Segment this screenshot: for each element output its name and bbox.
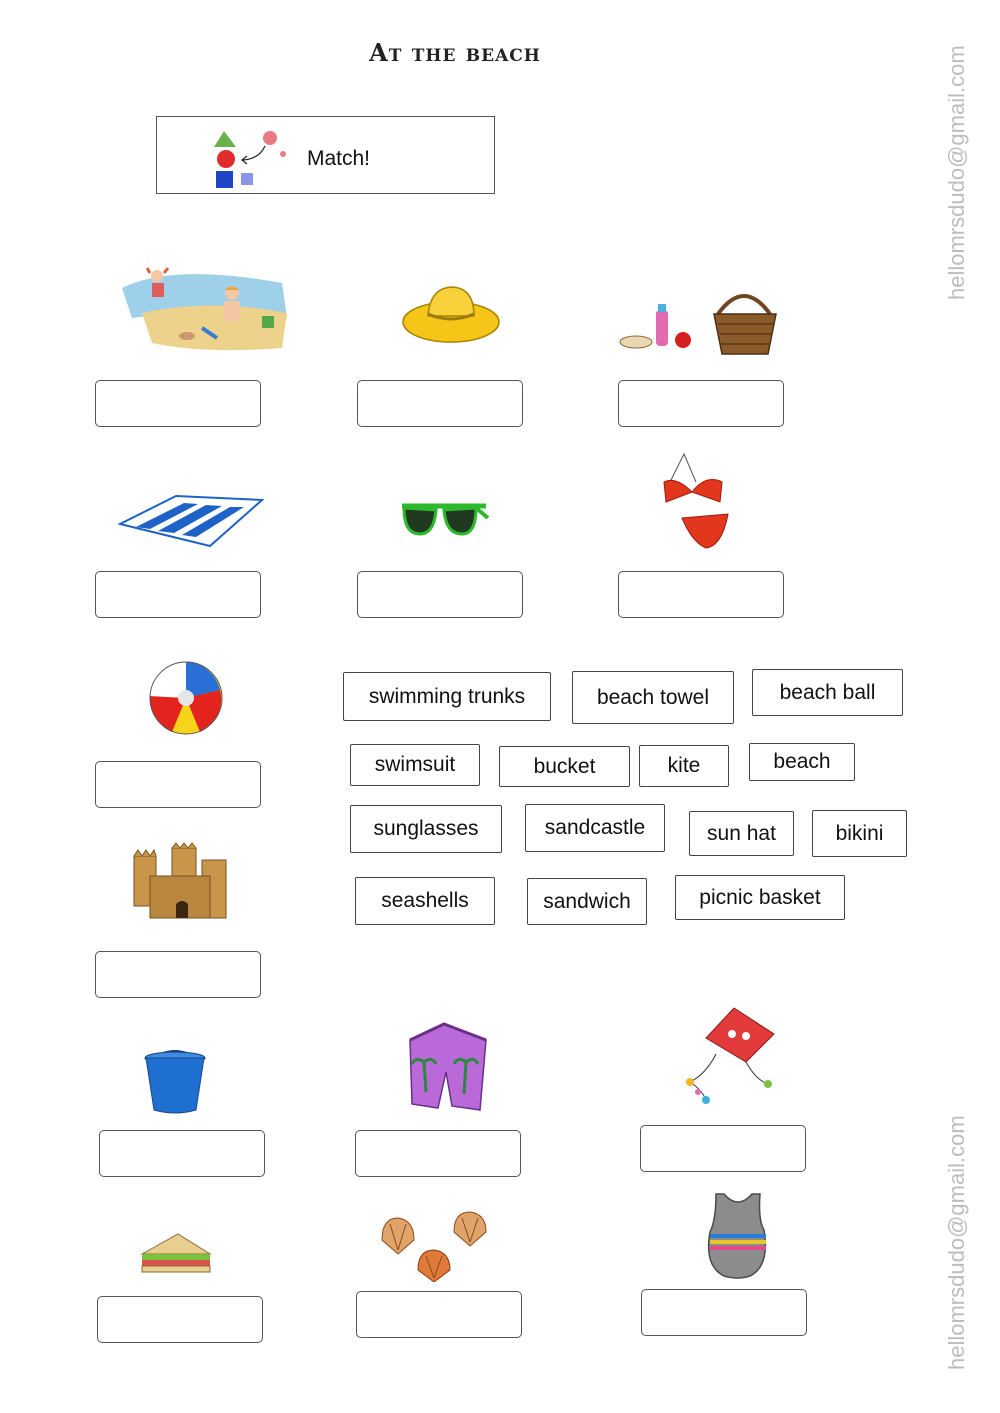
- beach-scene-icon: [112, 258, 290, 354]
- picnic-basket-icon: [618, 284, 782, 358]
- answer-box[interactable]: [357, 380, 523, 427]
- answer-box[interactable]: [95, 380, 261, 427]
- word-card[interactable]: beach ball: [752, 669, 903, 716]
- word-card[interactable]: sunglasses: [350, 805, 502, 853]
- answer-box[interactable]: [618, 380, 784, 427]
- bucket-icon: [142, 1048, 208, 1116]
- word-card[interactable]: sandcastle: [525, 804, 665, 852]
- answer-box[interactable]: [640, 1125, 806, 1172]
- swimming-trunks-icon: [400, 1022, 490, 1114]
- sunglasses-icon: [400, 498, 490, 542]
- page-title: At the beach: [369, 38, 541, 67]
- answer-box[interactable]: [641, 1289, 807, 1336]
- word-card[interactable]: swimsuit: [350, 744, 480, 786]
- sun-hat-icon: [400, 284, 502, 348]
- answer-box[interactable]: [618, 571, 784, 618]
- kite-icon: [676, 1004, 780, 1106]
- sandwich-icon: [138, 1232, 214, 1274]
- answer-box[interactable]: [99, 1130, 265, 1177]
- word-card[interactable]: kite: [639, 745, 729, 787]
- answer-box[interactable]: [356, 1291, 522, 1338]
- swimsuit-icon: [700, 1190, 776, 1280]
- word-card[interactable]: picnic basket: [675, 875, 845, 920]
- match-shapes-icon: [207, 121, 297, 193]
- answer-box[interactable]: [95, 951, 261, 998]
- bikini-icon: [662, 452, 732, 554]
- word-card[interactable]: seashells: [355, 877, 495, 925]
- answer-box[interactable]: [95, 761, 261, 808]
- answer-box[interactable]: [355, 1130, 521, 1177]
- word-card[interactable]: sandwich: [527, 878, 647, 925]
- answer-box[interactable]: [97, 1296, 263, 1343]
- instruction-label: Match!: [307, 147, 371, 170]
- word-card[interactable]: beach: [749, 743, 855, 781]
- sandcastle-icon: [128, 842, 232, 922]
- word-card[interactable]: bikini: [812, 810, 907, 857]
- word-card[interactable]: bucket: [499, 746, 630, 787]
- seashells-icon: [378, 1210, 492, 1282]
- answer-box[interactable]: [357, 571, 523, 618]
- answer-box[interactable]: [95, 571, 261, 618]
- word-card[interactable]: sun hat: [689, 811, 794, 856]
- instruction-box: [156, 116, 495, 194]
- beach-ball-icon: [148, 660, 224, 736]
- word-card[interactable]: beach towel: [572, 671, 734, 724]
- watermark-top: hellomrsdudo@gmail.com: [944, 45, 969, 300]
- word-card[interactable]: swimming trunks: [343, 672, 551, 721]
- beach-towel-icon: [118, 494, 264, 550]
- watermark-bottom: hellomrsdudo@gmail.com: [944, 1115, 969, 1370]
